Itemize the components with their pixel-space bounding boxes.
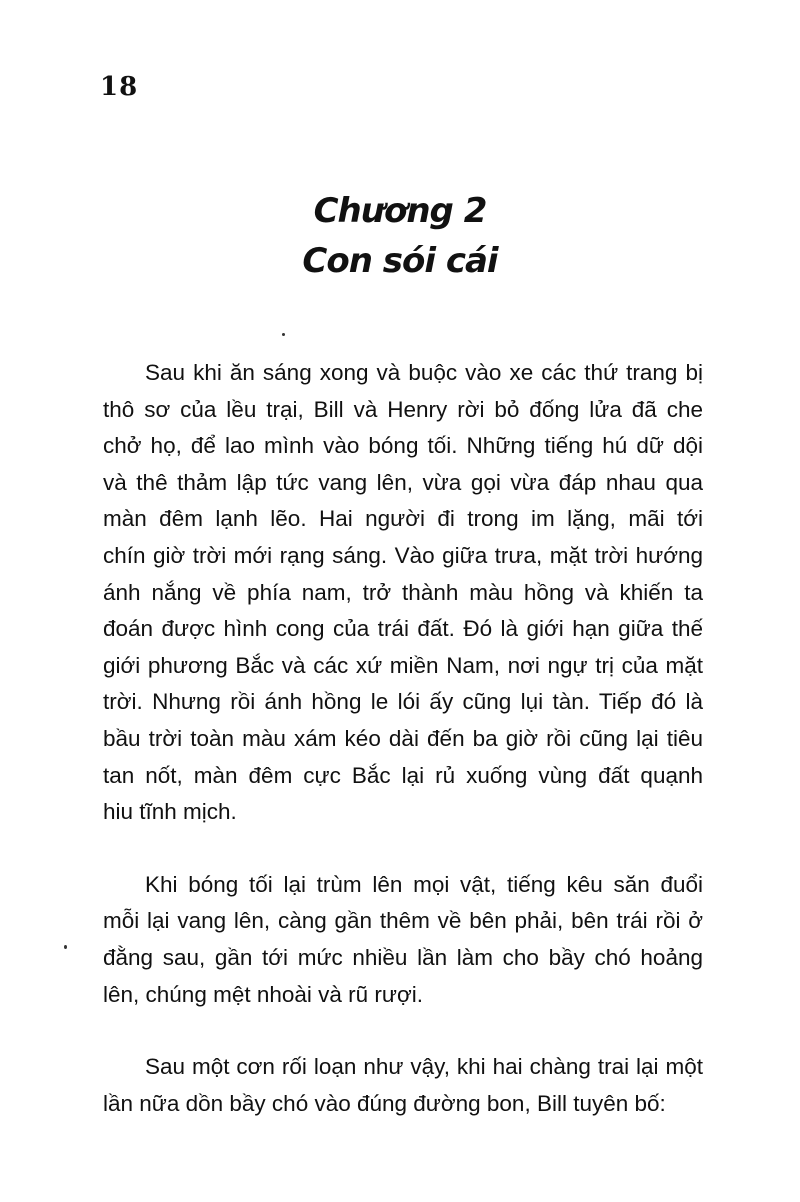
text-line: chở họ, để lao mình vào bóng tối. Những tiếng hú dữ dội <box>103 433 703 459</box>
text-line: Sau một cơn rối loạn như vậy, khi hai chàng trai lại một <box>145 1054 703 1080</box>
text-line: đoán được hình cong của trái đất. Đó là giới hạn giữa thế <box>103 616 703 642</box>
paragraph-1 <box>103 355 703 831</box>
ink-speck <box>64 945 67 949</box>
paragraph-2 <box>103 867 703 1013</box>
chapter-label: Chương 2 <box>313 191 487 231</box>
text-line: đằng sau, gần tới mức nhiều lần làm cho bầy chó hoảng <box>103 944 703 970</box>
text-line: hiu tĩnh mịch. <box>103 799 237 825</box>
text-line: bầu trời toàn màu xám kéo dài đến ba giờ rồi cũng lại tiêu <box>103 725 703 751</box>
chapter-heading <box>0 186 800 286</box>
text-line: lần nữa dồn bầy chó vào đúng đường bon, Bill tuyên bố: <box>103 1090 666 1116</box>
page-number: 18 <box>100 72 139 102</box>
text-line: Sau khi ăn sáng xong và buộc vào xe các thứ trang bị <box>145 360 703 385</box>
text-line: tan nốt, màn đêm cực Bắc lại rủ xuống vùng đất quạnh <box>103 762 703 788</box>
text-line: lên, chúng mệt nhoài và rũ rượi. <box>103 981 423 1007</box>
text-line: và thê thảm lập tức vang lên, vừa gọi vừa đáp nhau qua <box>103 469 703 495</box>
text-line: ánh nắng về phía nam, trở thành màu hồng và khiến ta <box>103 579 703 605</box>
text-line: chín giờ trời mới rạng sáng. Vào giữa trưa, mặt trời hướng <box>103 542 703 568</box>
text-line: Khi bóng tối lại trùm lên mọi vật, tiếng kêu săn đuổi <box>145 871 703 897</box>
text-line: thô sơ của lều trại, Bill và Henry rời bỏ đống lửa đã che <box>103 396 703 422</box>
paragraph-3 <box>103 1049 703 1122</box>
text-line: giới phương Bắc và các xứ miền Nam, nơi ngự trị của mặt <box>103 652 703 678</box>
text-line: mỗi lại vang lên, càng gần thêm về bên phải, bên trái rồi ở <box>103 908 703 934</box>
chapter-body <box>103 355 703 1158</box>
chapter-title: Con sói cái <box>302 241 498 281</box>
text-line: trời. Nhưng rồi ánh hồng le lói ấy cũng lụi tàn. Tiếp đó là <box>103 689 703 715</box>
ink-speck <box>282 333 285 336</box>
text-line: màn đêm lạnh lẽo. Hai người đi trong im lặng, mãi tới <box>103 506 703 532</box>
